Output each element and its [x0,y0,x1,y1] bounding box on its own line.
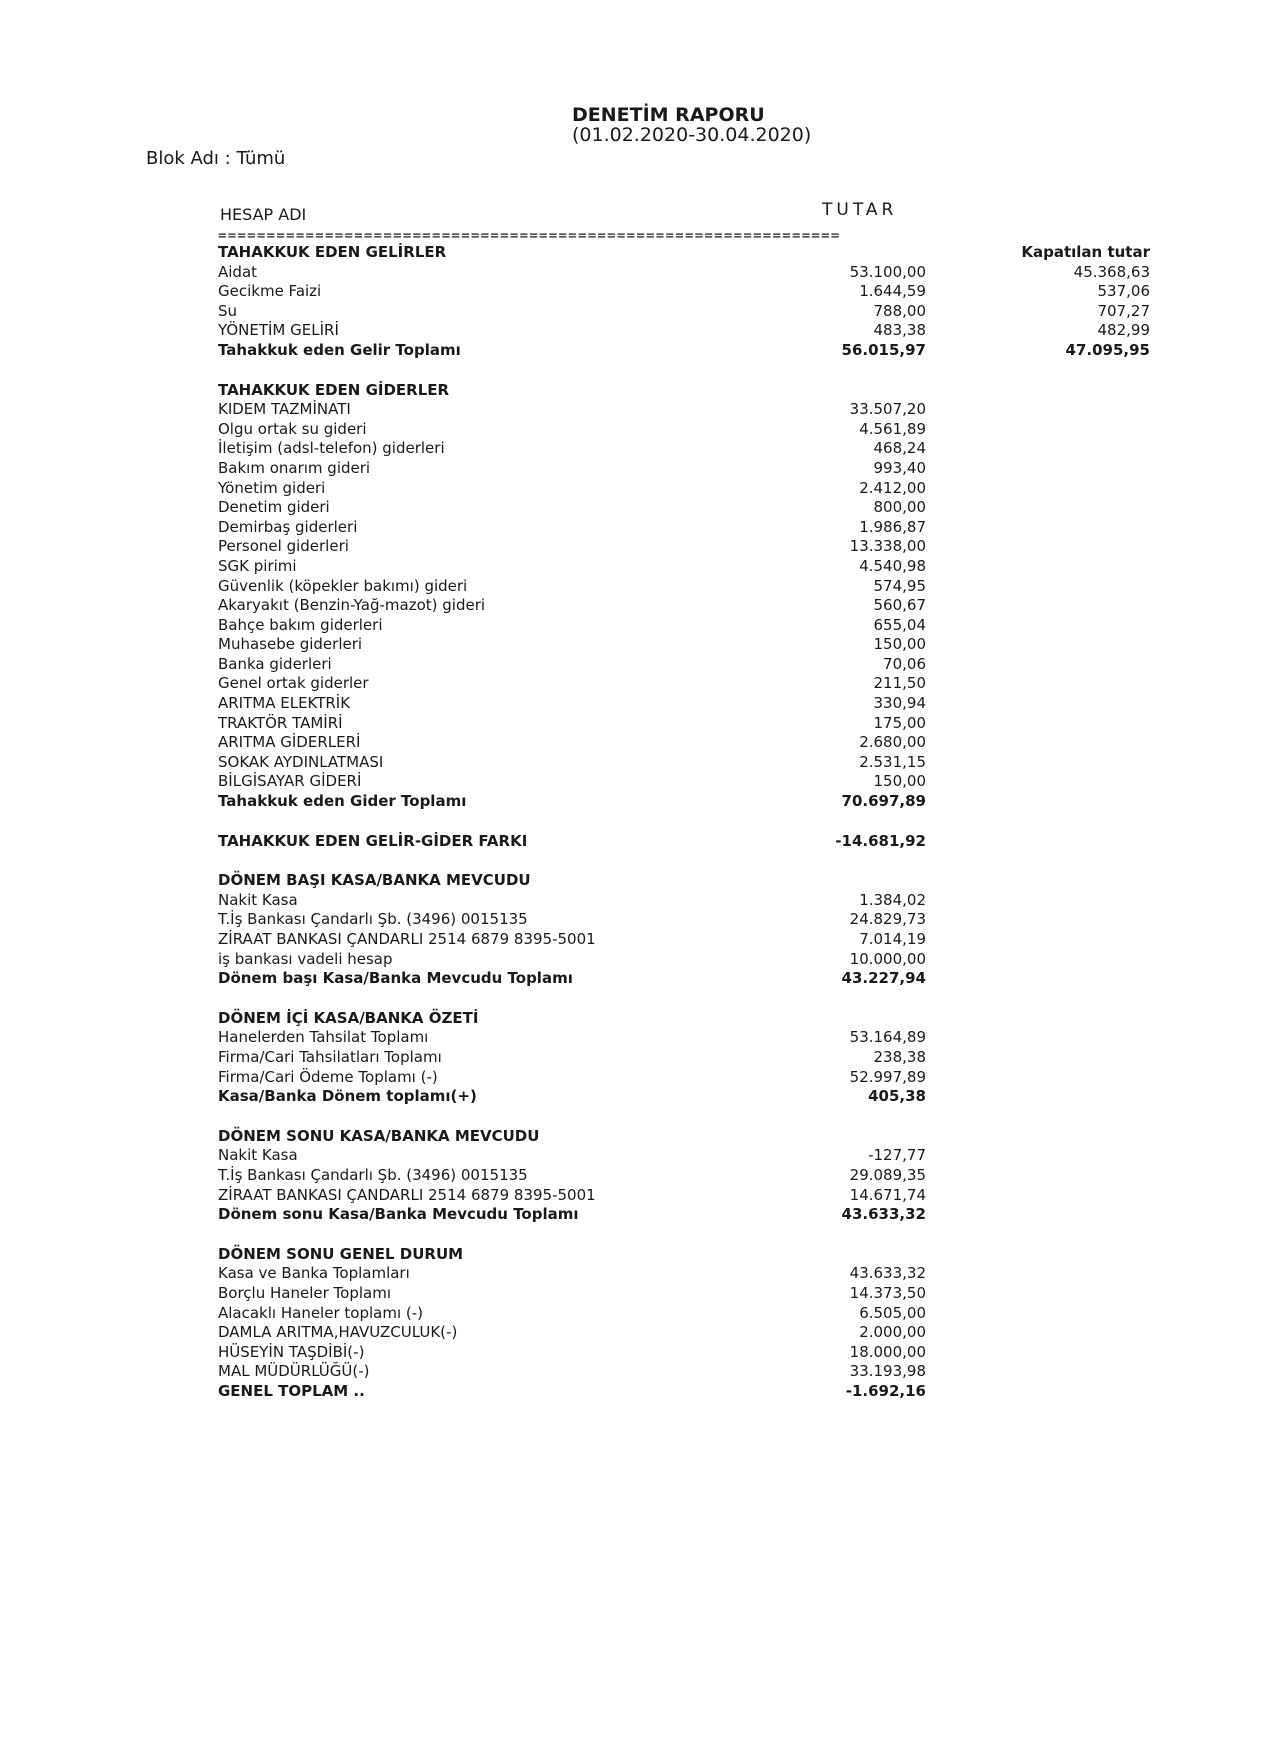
account-amount: 993,40 [873,458,926,477]
account-label: YÖNETİM GELİRİ [218,321,339,340]
total-amount: 43.227,94 [841,969,926,988]
account-label: KIDEM TAZMİNATI [218,400,351,419]
table-row [218,753,1152,773]
total-row [218,1382,1152,1402]
table-row [218,694,1152,714]
account-amount: 14.373,50 [849,1283,926,1302]
account-amount: 150,00 [873,772,926,791]
table-row [218,1166,1152,1186]
table-row [218,420,1152,440]
table-row [218,537,1152,557]
account-amount: 483,38 [873,321,926,340]
total-row [218,792,1152,812]
closed-amount: 45.368,63 [1073,262,1150,281]
account-amount: 1.986,87 [859,517,926,536]
account-amount: 4.561,89 [859,419,926,438]
closing-heading: DÖNEM SONU KASA/BANKA MEVCUDU [218,1126,540,1145]
account-label: Personel giderleri [218,537,349,556]
table-row [218,1343,1152,1363]
total-row [218,969,1152,989]
account-label: Bakım onarım gideri [218,458,371,477]
account-label: BİLGİSAYAR GİDERİ [218,772,362,791]
table-row [218,1028,1152,1048]
account-label: Olgu ortak su gideri [218,419,367,438]
total-label: Tahakkuk eden Gelir Toplamı [218,340,461,359]
table-row [218,1284,1152,1304]
table-row [218,733,1152,753]
table-row [218,910,1152,930]
general-section [218,1245,1152,1402]
account-amount: 2.680,00 [859,733,926,752]
table-row [218,1362,1152,1382]
account-label: T.İş Bankası Çandarlı Şb. (3496) 0015135 [218,1165,528,1184]
account-amount: 53.100,00 [849,262,926,281]
expense-section [218,381,1152,812]
account-amount: 2.000,00 [859,1323,926,1342]
difference-row [218,832,1152,852]
account-amount: 70,06 [883,654,926,673]
account-amount: 43.633,32 [849,1264,926,1283]
column-header [218,200,1152,229]
table-row [218,557,1152,577]
account-amount: 53.164,89 [849,1028,926,1047]
account-amount: 7.014,19 [859,930,926,948]
account-amount: 29.089,35 [849,1165,926,1184]
account-label: Firma/Cari Ödeme Toplamı (-) [218,1067,438,1086]
account-label: Yönetim gideri [218,478,326,497]
table-row [218,930,1152,950]
account-amount: 52.997,89 [849,1067,926,1086]
account-label: Borçlu Haneler Toplamı [218,1283,391,1302]
account-label: Denetim gideri [218,498,330,517]
total-label: Tahakkuk eden Gider Toplamı [218,792,467,811]
account-label: Genel ortak giderler [218,674,369,693]
table-row [218,596,1152,616]
account-amount: 1.384,02 [859,890,926,909]
total-label: Kasa/Banka Dönem toplamı(+) [218,1087,477,1106]
table-row [218,1146,1152,1166]
account-label: Aidat [218,262,258,281]
table-row [218,950,1152,970]
total-amount: 56.015,97 [841,340,926,359]
separator-rule: ================================================================ [218,229,841,243]
closed-amount: 537,06 [1097,282,1150,301]
account-amount: 6.505,00 [859,1303,926,1322]
total-row [218,341,1152,361]
account-label: Nakit Kasa [218,890,298,909]
account-amount: 238,38 [873,1047,926,1066]
account-amount: 1.644,59 [859,282,926,301]
difference-amount: -14.681,92 [835,831,926,850]
account-label: iş bankası vadeli hesap [218,949,393,968]
account-amount: 2.531,15 [859,752,926,771]
table-row [218,1068,1152,1088]
table-row [218,282,1152,302]
section-heading [218,871,1152,891]
account-amount: 150,00 [873,635,926,654]
opening-heading: DÖNEM BAŞI KASA/BANKA MEVCUDU [218,871,531,890]
account-amount: -127,77 [868,1146,926,1165]
account-label: HÜSEYİN TAŞDİBİ(-) [218,1342,365,1361]
account-label: ZİRAAT BANKASI ÇANDARLI 2514 6879 8395-5001 [218,1185,596,1204]
income-heading: TAHAKKUK EDEN GELİRLER [218,243,447,261]
total-amount: 70.697,89 [841,792,926,811]
table-row [218,674,1152,694]
account-amount: 574,95 [873,576,926,595]
table-row [218,1186,1152,1206]
table-row [218,498,1152,518]
closing-section [218,1127,1152,1225]
total-row [218,1087,1152,1107]
table-row [218,1048,1152,1068]
total-label: Dönem başı Kasa/Banka Mevcudu Toplamı [218,969,573,988]
account-amount: 788,00 [873,301,926,320]
account-amount: 33.507,20 [849,400,926,419]
closed-amount: 707,27 [1097,301,1150,320]
general-heading: DÖNEM SONU GENEL DURUM [218,1244,464,1263]
difference-section [218,832,1152,852]
account-label: Banka giderleri [218,654,332,673]
table-row [218,891,1152,911]
account-label: İletişim (adsl-telefon) giderleri [218,439,445,458]
account-label: Nakit Kasa [218,1146,298,1165]
account-amount: 10.000,00 [849,949,926,968]
column-amount: TUTAR [822,200,898,220]
account-amount: 468,24 [873,439,926,458]
account-label: Bahçe bakım giderleri [218,615,383,634]
account-label: Firma/Cari Tahsilatları Toplamı [218,1047,442,1066]
column-account: HESAP ADI [220,205,307,224]
account-amount: 4.540,98 [859,556,926,575]
account-label: MAL MÜDÜRLÜĞÜ(-) [218,1362,370,1381]
table-row [218,459,1152,479]
account-label: Güvenlik (köpekler bakımı) gideri [218,576,468,595]
total-amount: 405,38 [868,1087,926,1106]
account-amount: 330,94 [873,694,926,713]
table-row [218,321,1152,341]
table-row [218,635,1152,655]
income-section [218,243,1152,361]
account-label: Su [218,301,238,320]
account-label: Gecikme Faizi [218,282,322,301]
section-heading [218,1245,1152,1265]
report-period: (01.02.2020-30.04.2020) [572,124,812,146]
table-row [218,714,1152,734]
total-amount: 43.633,32 [841,1205,926,1224]
account-amount: 24.829,73 [849,910,926,929]
account-label: SOKAK AYDINLATMASI [218,752,384,771]
account-amount: 33.193,98 [849,1362,926,1381]
account-label: Hanelerden Tahsilat Toplamı [218,1028,429,1047]
column-closed: Kapatılan tutar [1021,243,1150,261]
account-label: Muhasebe giderleri [218,635,363,654]
account-amount: 13.338,00 [849,537,926,556]
report-title: DENETİM RAPORU [572,104,765,126]
opening-section [218,871,1152,989]
section-heading [218,1127,1152,1147]
total-label: GENEL TOPLAM .. [218,1381,365,1400]
account-amount: 2.412,00 [859,478,926,497]
account-amount: 18.000,00 [849,1342,926,1361]
account-label: ZİRAAT BANKASI ÇANDARLI 2514 6879 8395-5001 [218,930,596,948]
account-amount: 800,00 [873,498,926,517]
account-label: TRAKTÖR TAMİRİ [218,713,343,732]
account-label: T.İş Bankası Çandarlı Şb. (3496) 0015135 [218,910,528,929]
report-table [218,200,1152,1421]
closed-amount: 482,99 [1097,321,1150,340]
account-amount: 560,67 [873,596,926,615]
section-heading [218,381,1152,401]
account-label: Alacaklı Haneler toplamı (-) [218,1303,423,1322]
table-row [218,400,1152,420]
table-row [218,772,1152,792]
total-row [218,1205,1152,1225]
account-label: SGK pirimi [218,556,297,575]
account-amount: 175,00 [873,713,926,732]
table-row [218,302,1152,322]
account-label: Demirbaş giderleri [218,517,358,536]
period-summary-heading: DÖNEM İÇİ KASA/BANKA ÖZETİ [218,1008,479,1027]
account-amount: 14.671,74 [849,1185,926,1204]
account-label: ARITMA ELEKTRİK [218,694,351,713]
period-summary-section [218,1009,1152,1107]
difference-label: TAHAKKUK EDEN GELİR-GİDER FARKI [218,831,528,850]
section-heading [218,243,1152,263]
table-row [218,1304,1152,1324]
report-header [572,104,811,146]
account-amount: 211,50 [873,674,926,693]
section-heading [218,1009,1152,1029]
account-label: Akaryakıt (Benzin-Yağ-mazot) gideri [218,596,486,615]
total-amount: -1.692,16 [845,1381,926,1400]
table-row [218,1323,1152,1343]
total-label: Dönem sonu Kasa/Banka Mevcudu Toplamı [218,1205,579,1224]
expense-heading: TAHAKKUK EDEN GİDERLER [218,380,450,399]
account-label: Kasa ve Banka Toplamları [218,1264,410,1283]
table-row [218,439,1152,459]
table-row [218,263,1152,283]
account-amount: 655,04 [873,615,926,634]
table-row [218,577,1152,597]
account-label: ARITMA GİDERLERİ [218,733,361,752]
total-closed-amount: 47.095,95 [1065,340,1150,359]
account-label: DAMLA ARITMA,HAVUZCULUK(-) [218,1323,458,1342]
table-row [218,1264,1152,1284]
block-name: Blok Adı : Tümü [146,148,286,169]
table-row [218,479,1152,499]
table-row [218,518,1152,538]
table-row [218,616,1152,636]
table-row [218,655,1152,675]
